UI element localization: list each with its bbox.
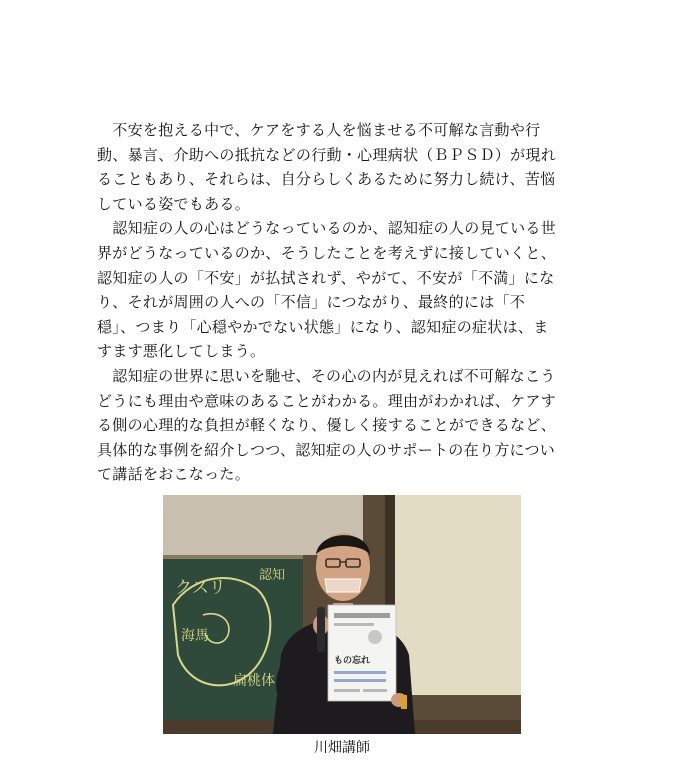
- board-text-medicine: クスリ: [175, 578, 226, 598]
- paragraph-line: 具体的な事例を紹介しつつ、認知症の人のサポートの在り方につい: [97, 440, 556, 459]
- handout: [328, 605, 396, 701]
- article-body: [97, 118, 589, 487]
- paragraph-line: 認知症の人の「不安」が払拭されず、やがて、不安が「不満」にな: [97, 268, 555, 287]
- photo-caption: 川畑講師: [314, 740, 370, 756]
- paragraph-line: どうにも理由や意味のあることがわかる。理由がわかれば、ケアす: [97, 391, 557, 410]
- paragraph-line: 認知症の人の心はどうなっているのか、認知症の人の見ている世: [97, 219, 557, 238]
- microphone: [317, 607, 325, 652]
- paragraph-line: すます悪化してしまう。: [97, 342, 266, 361]
- paragraph-line: している姿でもある。: [97, 194, 251, 213]
- paragraph-line: 不安を抱える中で、ケアをする人を悩ませる不可解な言動や行: [97, 121, 541, 139]
- board-text-amygdala: 扁桃体: [233, 673, 275, 689]
- board-text-cognition: 認知: [259, 568, 286, 583]
- lecturer-photo-illustration: [163, 495, 521, 734]
- paragraph-line: 認知症の世界に思いを馳せ、その心の内が見えれば不可解なこう: [97, 366, 556, 385]
- handout-title: もの忘れ: [334, 656, 371, 666]
- lecturer-photo: [163, 495, 521, 734]
- paragraph-line: 界がどうなっているのか、そうしたことを考えずに接していくと、: [97, 243, 557, 262]
- paragraph-line: 穏」、つまり「心穏やかでない状態」になり、認知症の症状は、ま: [97, 317, 549, 336]
- paragraph-line: る側の心理的な負担が軽くなり、優しく接することができるなど、: [97, 416, 557, 435]
- paragraph-line: て講話をおこなった。: [97, 465, 251, 484]
- paragraph-line: り、それが周囲の人への「不信」につながり、最終的には「不: [97, 293, 526, 312]
- board-text-hippocampus: 海馬: [181, 628, 209, 644]
- paragraph-line: ることもあり、それらは、自分らしくあるために努力し続け、苦悩: [97, 170, 556, 189]
- paragraph-line: 動、暴言、介助への抵抗などの行動・心理病状（ＢＰＳＤ）が現れ: [97, 145, 557, 164]
